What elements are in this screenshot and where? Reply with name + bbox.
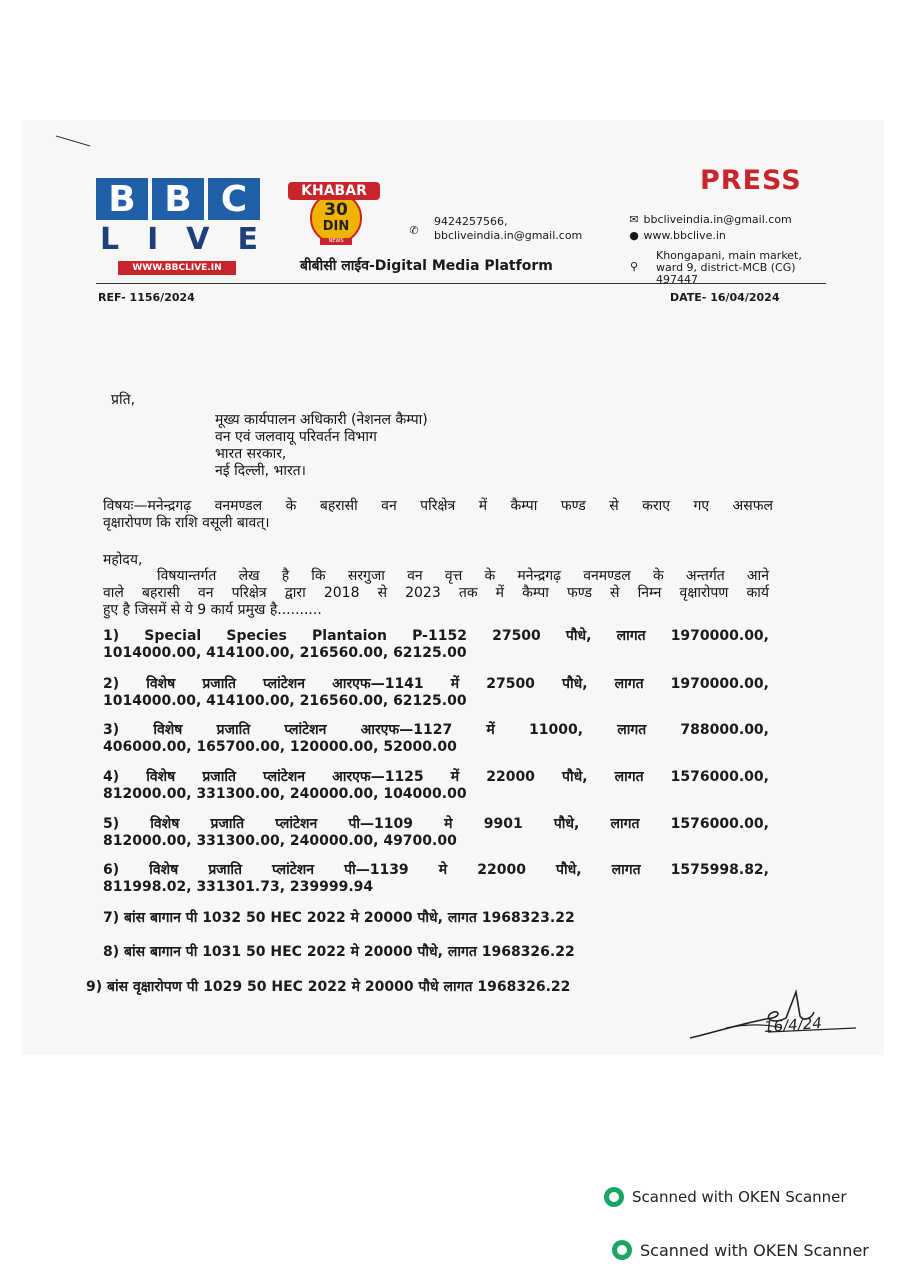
scanner-logo-icon	[612, 1240, 632, 1260]
subject-line: विषयः—मनेन्द्रगढ़ वनमण्डल के बहरासी वन परिक्षेत्र में कैम्पा फण्ड से कराए गए असफल	[103, 498, 773, 514]
scanner-text: Scanned with OKEN Scanner	[640, 1240, 869, 1260]
address-block	[628, 250, 828, 286]
item-line: 1014000.00, 414100.00, 216560.00, 62125.00	[103, 693, 467, 709]
addressee-line: नई दिल्ली, भारत।	[215, 463, 306, 479]
item-line: 4) विशेष प्रजाति प्लांटेशन आरएफ—1125 में 22000 पौधे, लागत 1576000.00,	[103, 769, 769, 785]
paragraph-line: विषयान्तर्गत लेख है कि सरगुजा वन वृत्त के मनेन्द्रगढ़ वनमण्डल के अन्तर्गत आने	[157, 568, 769, 584]
logo-letter: B	[152, 178, 204, 220]
contact-right	[628, 213, 828, 243]
logo-number: 30	[324, 200, 348, 220]
scanner-watermark	[604, 1187, 847, 1207]
list-item	[103, 862, 769, 896]
reference-number: REF- 1156/2024	[98, 291, 195, 304]
item-line: 9) बांस वृक्षारोपण पी 1029 50 HEC 2022 मे 20000 पौधे लागत 1968326.22	[86, 979, 571, 995]
list-item	[103, 628, 769, 662]
item-line: 812000.00, 331300.00, 240000.00, 104000.00	[103, 786, 467, 802]
logo-khabar: KHABAR	[288, 182, 380, 200]
mail-icon: ✉	[629, 213, 639, 226]
logo-letter: I	[147, 222, 161, 257]
khabar-30-din-logo	[288, 182, 380, 251]
logo-letter: V	[186, 222, 212, 257]
paragraph-line: वाले बहरासी वन परिक्षेत्र द्वारा 2018 से 2023 तक में कैम्पा फण्ड से निम्न वृक्षारोपण कार्य	[103, 585, 769, 601]
logo-letter: B	[96, 178, 148, 220]
website-link[interactable]: www.bbclive.in	[643, 229, 726, 242]
list-item	[103, 722, 769, 756]
signature-date: 16/4/24	[763, 1014, 823, 1036]
item-line: 1) Special Species Plantaion P-1152 27500 पौधे, लागत 1970000.00,	[103, 628, 769, 644]
item-line: 812000.00, 331300.00, 240000.00, 49700.00	[103, 833, 457, 849]
item-line: 811998.02, 331301.73, 239999.94	[103, 879, 374, 895]
logo-network: NEWS NETWORK	[320, 238, 352, 245]
list-item	[103, 676, 769, 710]
item-line: 7) बांस बागान पी 1032 50 HEC 2022 मे 20000 पौधे, लागत 1968323.22	[103, 910, 575, 926]
logo-letter: L	[100, 222, 122, 257]
greeting: महोदय,	[103, 552, 143, 568]
globe-icon: ●	[629, 229, 639, 242]
addressee-block	[215, 412, 428, 480]
body-paragraph	[103, 568, 769, 619]
paragraph-line: हुए है जिसमें से ये 9 कार्य प्रमुख है..........	[103, 602, 322, 618]
addressee-line: भारत सरकार,	[215, 446, 287, 462]
scanner-watermark	[612, 1240, 869, 1260]
subject-line: वृक्षारोपण कि राशि वसूली बावत्।	[103, 515, 270, 531]
logo-letter: C	[208, 178, 260, 220]
logo-din: DIN	[322, 219, 350, 234]
addressee-line: मूख्य कार्यपालन अधिकारी (नेशनल कैम्पा)	[215, 412, 428, 428]
header-divider	[96, 283, 826, 284]
pen-mark	[54, 132, 94, 152]
logo-website: WWW.BBCLIVE.IN	[118, 261, 236, 275]
item-line: 8) बांस बागान पी 1031 50 HEC 2022 मे 20000 पौधे, लागत 1968326.22	[103, 944, 575, 960]
address-line: 497447	[656, 273, 698, 286]
address-line: ward 9, district-MCB (CG)	[656, 261, 796, 274]
phone-number: 9424257566,	[434, 215, 508, 228]
to-label: प्रति,	[111, 392, 136, 408]
item-line: 1014000.00, 414100.00, 216560.00, 62125.00	[103, 645, 467, 661]
list-item	[103, 816, 769, 850]
location-pin-icon: ⚲	[629, 260, 639, 273]
list-item	[103, 944, 723, 961]
item-line: 5) विशेष प्रजाति प्लांटेशन पी—1109 मे 9901 पौधे, लागत 1576000.00,	[103, 816, 769, 832]
item-line: 3) विशेष प्रजाति प्लांटेशन आरएफ—1127 में 11000, लागत 788000.00,	[103, 722, 769, 738]
logo-letter: E	[237, 222, 260, 257]
subject-block	[103, 498, 773, 532]
email-address: bbcliveindia.in@gmail.com	[643, 213, 792, 226]
press-label: PRESS	[700, 165, 802, 196]
email-address: bbcliveindia.in@gmail.com	[434, 229, 583, 242]
phone-icon: ✆	[409, 224, 419, 237]
item-line: 2) विशेष प्रजाति प्लांटेशन आरएफ—1141 में 27500 पौधे, लागत 1970000.00,	[103, 676, 769, 692]
address-line: Khongapani, main market,	[656, 249, 802, 262]
item-line: 6) विशेष प्रजाति प्लांटेशन पी—1139 मे 22000 पौधे, लागत 1575998.82,	[103, 862, 769, 878]
list-item	[103, 910, 723, 927]
letter-date: DATE- 16/04/2024	[670, 291, 780, 304]
item-line: 406000.00, 165700.00, 120000.00, 52000.00	[103, 739, 457, 755]
list-item	[86, 979, 736, 996]
bbc-live-logo	[96, 178, 264, 275]
contact-left	[410, 215, 610, 243]
list-item	[103, 769, 769, 803]
addressee-line: वन एवं जलवायू परिवर्तन विभाग	[215, 429, 377, 445]
scanner-logo-icon	[604, 1187, 624, 1207]
platform-tagline: बीबीसी लाईव-Digital Media Platform	[300, 258, 553, 274]
scanner-text: Scanned with OKEN Scanner	[632, 1188, 847, 1206]
